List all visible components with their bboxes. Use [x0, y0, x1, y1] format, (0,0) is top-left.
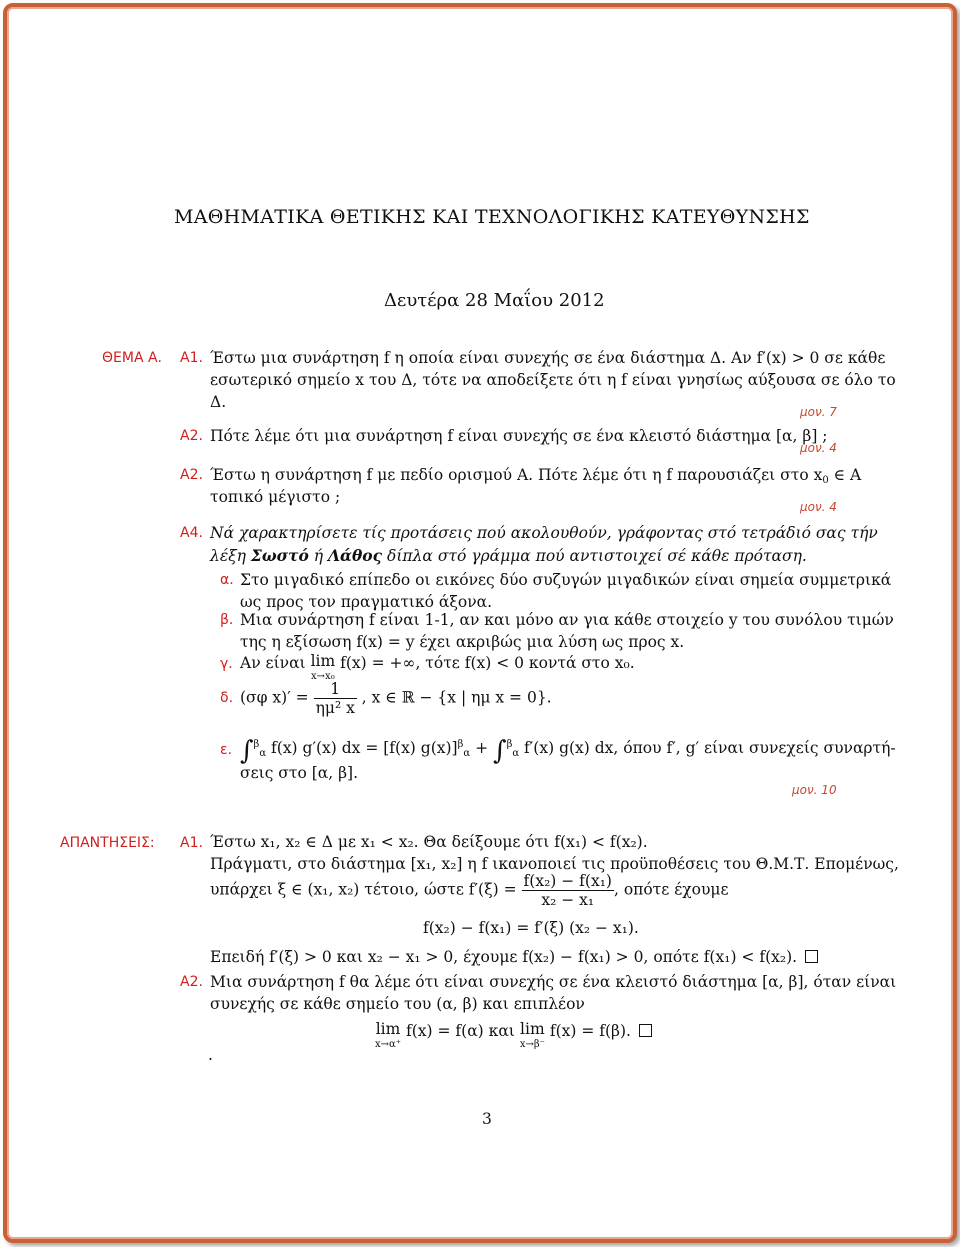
item-gamma-label: γ. [220, 656, 233, 672]
page-title: ΜΑΘΗΜΑΤΙΚΑ ΘΕΤΙΚΗΣ ΚΑΙ ΤΕΧΝΟΛΟΓΙΚΗΣ ΚΑΤΕΥΘΥΝΣΗΣ [174, 206, 810, 228]
answer-a1-line4: Επειδή f′(ξ) > 0 και x₂ − x₁ > 0, έχουμε f(x₂) − f(x₁) > 0, οπότε f(x₁) < f(x₂). [210, 948, 818, 966]
answers-label: ΑΠΑΝΤΗΣΕΙΣ: [60, 835, 155, 851]
page-number: 3 [482, 1110, 492, 1128]
answer-a2-limits: lim x→α⁺ f(x) = f(α) και lim x→β⁻ f(x) = f(β). [375, 1022, 652, 1050]
answer-a2-dot: . [208, 1046, 213, 1064]
question-a3-points: μον. 4 [800, 500, 837, 514]
question-a4-id: Α4. [180, 525, 203, 541]
item-beta-line2: της η εξίσωση f(x) = y έχει ακριβώς μια λύση ως προς x. [240, 633, 685, 651]
question-a2-line1: Πότε λέμε ότι μια συνάρτηση f είναι συνεχής σε ένα κλειστό διάστημα [α, β] ; [210, 427, 828, 445]
item-beta-line1: Μια συνάρτηση f είναι 1-1, αν και μόνο αν για κάθε στοιχείο y του συνόλου τιμών [240, 611, 894, 629]
question-a4-intro-line1: Νά χαρακτηρίσετε τίς προτάσεις πού ακολουθούν, γράφοντας στό τετράδιό σας τήν [210, 524, 878, 542]
item-epsilon-formula: ∫$^\beta_\alpha$ f(x) g′(x) dx = [f(x) g(x)]$^\beta_\alpha$ + ∫$^\beta_\alpha$ f′(x) g(x) dx, όπου f′, g′ είναι συνεχείς συναρτή- [240, 736, 896, 766]
item-alpha-line1: Στο μιγαδικό επίπεδο οι εικόνες δύο συζυγών μιγαδικών είναι σημεία συμμετρικά [240, 571, 892, 589]
question-a3-line1: Έστω η συνάρτηση f με πεδίο ορισμού A. Πότε λέμε ότι η f παρουσιάζει στο $x_0$ ∈ A [210, 466, 862, 486]
item-delta-label: δ. [220, 690, 234, 706]
question-a4-intro-line2: λέξη Σωστό ή Λάθος δίπλα στό γράμμα πού αντιστοιχεί σέ κάθε πρόταση. [210, 546, 807, 565]
item-epsilon-label: ε. [220, 742, 233, 758]
page-date: Δευτέρα 28 Μαΐου 2012 [384, 290, 605, 311]
qed-box-icon [639, 1024, 652, 1037]
answer-a1-id: Α1. [180, 835, 203, 851]
question-a1-line3: Δ. [210, 393, 227, 411]
item-beta-label: β. [220, 612, 234, 628]
answer-a1-line1: Έστω x₁, x₂ ∈ Δ με x₁ < x₂. Θα δείξουμε ότι f(x₁) < f(x₂). [210, 833, 648, 851]
item-gamma-line: Αν είναι lim x→x₀ f(x) = +∞, τότε f(x) < 0 κοντά στο x₀. [240, 652, 635, 682]
question-a2-points: μον. 4 [800, 441, 837, 455]
item-delta-formula: (σφ x)′ = $\frac{1}{\text{ημ² x}}$ , x ∈ ℝ − {x | ημ x = 0}. [240, 680, 552, 717]
answer-a1-line3: υπάρχει ξ ∈ (x₁, x₂) τέτοιο, ώστε f′(ξ) = $\frac{\text{f(x₂) − f(x₁)}}{\text{x₂ − x₁}}$ , οπότε έχουμε [210, 872, 729, 909]
answer-a1-equation: f(x₂) − f(x₁) = f′(ξ) (x₂ − x₁). [423, 919, 639, 937]
question-a1-line2: εσωτερικό σημείο x του Δ, τότε να αποδείξετε ότι η f είναι γνησίως αύξουσα σε όλο το [210, 371, 896, 389]
item-epsilon-line2: σεις στο [α, β]. [240, 764, 359, 782]
question-a2-id: Α2. [180, 428, 203, 444]
answer-a2-line1: Μια συνάρτηση f θα λέμε ότι είναι συνεχής σε ένα κλειστό διάστημα [α, β], όταν είναι [210, 973, 897, 991]
question-a1-points: μον. 7 [800, 405, 837, 419]
qed-box-icon [805, 950, 818, 963]
answer-a2-id: Α2. [180, 974, 203, 990]
question-a4-points: μον. 10 [792, 783, 837, 797]
item-alpha-label: α. [220, 572, 234, 588]
question-a3-id: Α2. [180, 467, 203, 483]
answer-a1-line2: Πράγματι, στο διάστημα [x₁, x₂] η f ικανοποιεί τις προϋποθέσεις του Θ.Μ.Τ. Επομένως, [210, 855, 899, 873]
question-a3-line2: τοπικό μέγιστο ; [210, 488, 341, 506]
item-alpha-line2: ως προς τον πραγματικό άξονα. [240, 593, 493, 611]
answer-a2-line2: συνεχής σε κάθε σημείο του (α, β) και επιπλέον [210, 995, 585, 1013]
question-a1-line1: Έστω μια συνάρτηση f η οποία είναι συνεχής σε ένα διάστημα Δ. Αν f′(x) > 0 σε κάθε [210, 349, 886, 367]
theme-label: ΘΕΜΑ Α. [102, 350, 162, 366]
question-a1-id: Α1. [180, 350, 203, 366]
